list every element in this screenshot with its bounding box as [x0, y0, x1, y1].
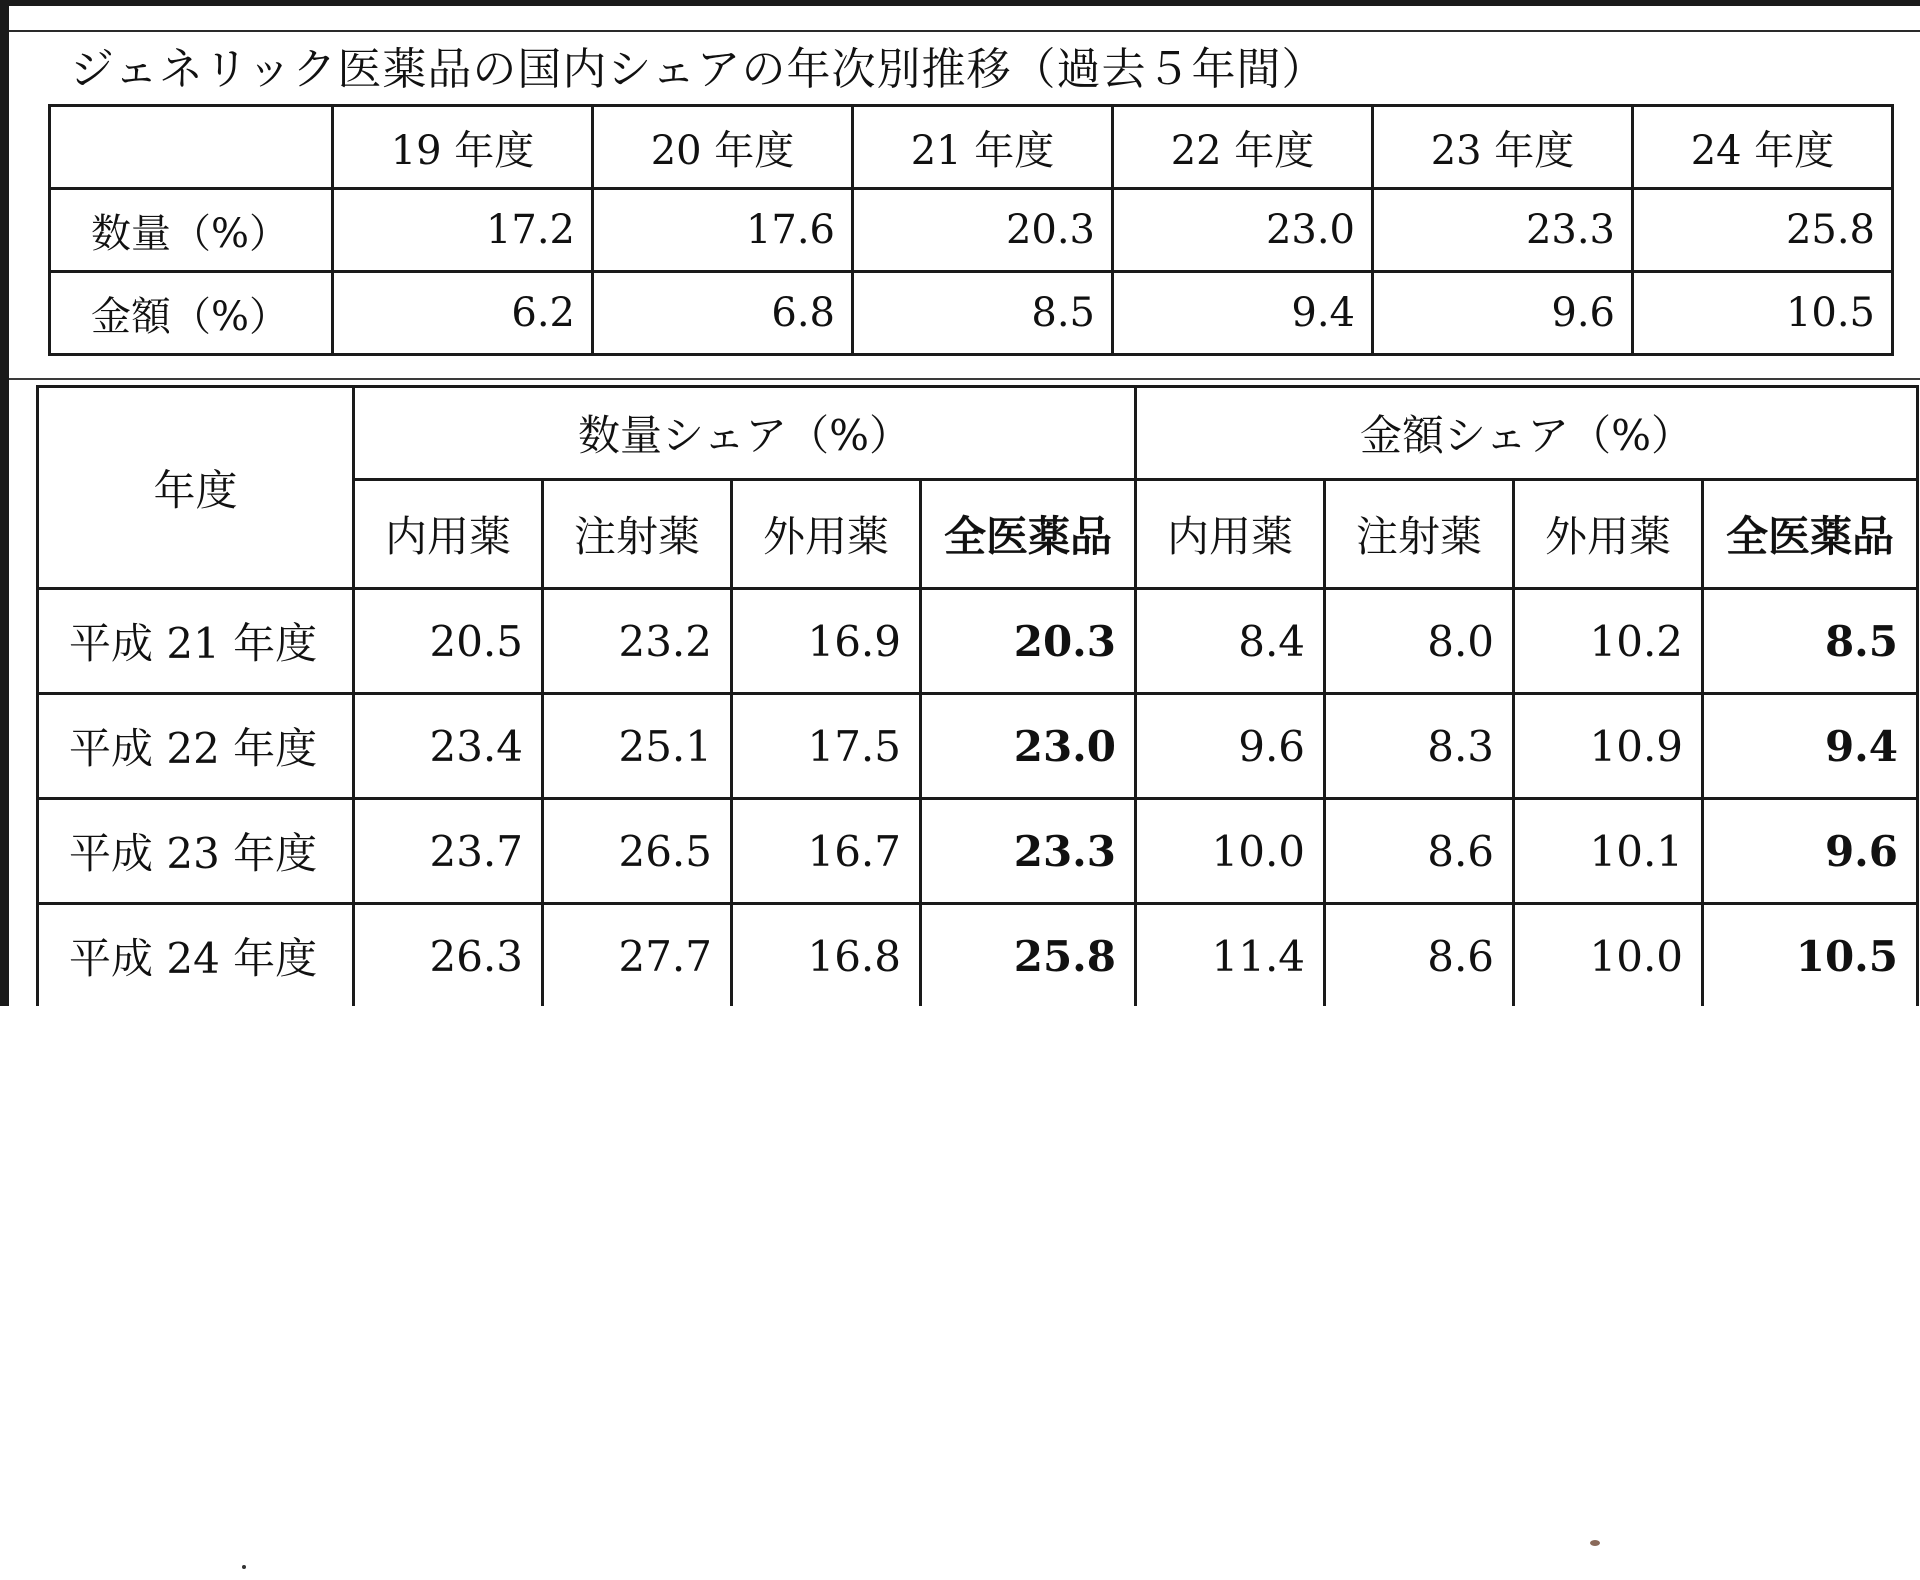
data-cell: 11.4: [1136, 904, 1325, 1009]
data-cell-total: 9.6: [1703, 799, 1918, 904]
scan-top-edge: [0, 0, 1920, 6]
subheader-cell: 外用薬: [732, 480, 921, 589]
table-row: [38, 694, 1918, 799]
data-cell: 16.8: [732, 904, 921, 1009]
page-title: ジェネリック医薬品の国内シェアの年次別推移（過去５年間）: [70, 44, 1327, 95]
data-cell: 10.0: [1514, 904, 1703, 1009]
data-cell: 8.3: [1325, 694, 1514, 799]
summary-row-label: 数量（%）: [50, 189, 333, 272]
data-cell: 23.7: [354, 799, 543, 904]
data-cell: 10.1: [1514, 799, 1703, 904]
scan-top-rule: [9, 30, 1920, 32]
data-cell-total: 23.3: [921, 799, 1136, 904]
year-cell: 平成 22 年度: [38, 694, 354, 799]
data-cell-total: 25.8: [921, 904, 1136, 1009]
data-cell: 17.5: [732, 694, 921, 799]
amount-share-header: 金額シェア（%）: [1136, 387, 1918, 480]
summary-cell: 6.8: [593, 272, 853, 355]
scan-speck: [1590, 1540, 1600, 1546]
data-cell: 10.2: [1514, 589, 1703, 694]
data-cell: 23.2: [543, 589, 732, 694]
detail-table: [36, 385, 1919, 1010]
year-cell: 平成 24 年度: [38, 904, 354, 1009]
summary-col-header: 21 年度: [853, 106, 1113, 189]
subheader-cell: 全医薬品: [1703, 480, 1918, 589]
year-column-header: 年度: [38, 387, 354, 589]
subheader-cell: 注射薬: [543, 480, 732, 589]
summary-cell: 9.6: [1373, 272, 1633, 355]
data-cell: 8.4: [1136, 589, 1325, 694]
scan-speck: [242, 1565, 246, 1569]
summary-cell: 25.8: [1633, 189, 1893, 272]
table-row: [38, 799, 1918, 904]
summary-cell: 8.5: [853, 272, 1113, 355]
data-cell-total: 8.5: [1703, 589, 1918, 694]
summary-row-volume: [50, 189, 1893, 272]
summary-row-amount: [50, 272, 1893, 355]
summary-cell: 17.2: [333, 189, 593, 272]
data-cell: 27.7: [543, 904, 732, 1009]
summary-col-header: 19 年度: [333, 106, 593, 189]
summary-cell: 6.2: [333, 272, 593, 355]
subheader-cell: 外用薬: [1514, 480, 1703, 589]
data-cell: 23.4: [354, 694, 543, 799]
section-divider: [9, 378, 1920, 380]
data-cell: 16.7: [732, 799, 921, 904]
data-cell: 8.0: [1325, 589, 1514, 694]
summary-col-header: 22 年度: [1113, 106, 1373, 189]
table-row: [38, 904, 1918, 1009]
data-cell-total: 20.3: [921, 589, 1136, 694]
summary-cell: 23.3: [1373, 189, 1633, 272]
scan-left-edge: [0, 6, 9, 1006]
summary-cell: 23.0: [1113, 189, 1373, 272]
summary-cell: 17.6: [593, 189, 853, 272]
summary-col-header: 24 年度: [1633, 106, 1893, 189]
data-cell-total: 9.4: [1703, 694, 1918, 799]
detail-group-header-row: [38, 387, 1918, 480]
subheader-cell: 全医薬品: [921, 480, 1136, 589]
data-cell: 8.6: [1325, 799, 1514, 904]
subheader-cell: 内用薬: [354, 480, 543, 589]
data-cell: 20.5: [354, 589, 543, 694]
year-cell: 平成 21 年度: [38, 589, 354, 694]
summary-cell: 20.3: [853, 189, 1113, 272]
summary-corner-cell: [50, 106, 333, 189]
summary-col-header: 23 年度: [1373, 106, 1633, 189]
data-cell: 16.9: [732, 589, 921, 694]
summary-header-row: [50, 106, 1893, 189]
volume-share-header: 数量シェア（%）: [354, 387, 1136, 480]
subheader-cell: 内用薬: [1136, 480, 1325, 589]
data-cell: 26.3: [354, 904, 543, 1009]
blank-paper-area: [0, 1006, 1920, 1580]
year-cell: 平成 23 年度: [38, 799, 354, 904]
data-cell: 8.6: [1325, 904, 1514, 1009]
summary-cell: 10.5: [1633, 272, 1893, 355]
subheader-cell: 注射薬: [1325, 480, 1514, 589]
data-cell: 25.1: [543, 694, 732, 799]
data-cell-total: 23.0: [921, 694, 1136, 799]
summary-col-header: 20 年度: [593, 106, 853, 189]
data-cell-total: 10.5: [1703, 904, 1918, 1009]
summary-cell: 9.4: [1113, 272, 1373, 355]
data-cell: 9.6: [1136, 694, 1325, 799]
data-cell: 10.0: [1136, 799, 1325, 904]
data-cell: 26.5: [543, 799, 732, 904]
summary-table: [48, 104, 1894, 356]
summary-row-label: 金額（%）: [50, 272, 333, 355]
data-cell: 10.9: [1514, 694, 1703, 799]
table-row: [38, 589, 1918, 694]
